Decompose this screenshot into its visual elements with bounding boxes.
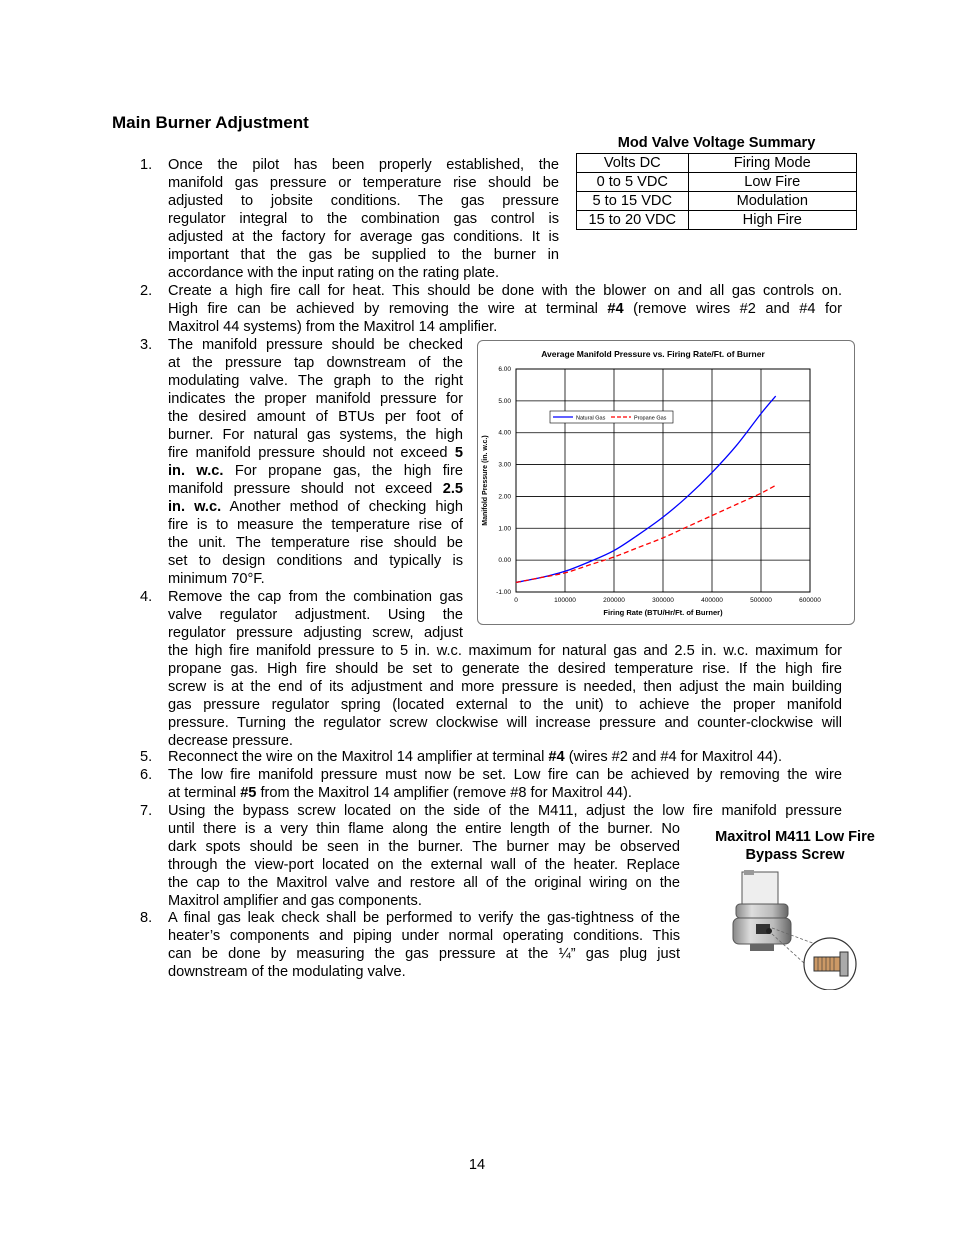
text-line: the high fire manifold pressure to 5 in. w.c. maximum for natural gas and 2.5 in. w.c. maximum for bbox=[168, 643, 842, 659]
text-line: set to design conditions and typically is bbox=[168, 553, 463, 569]
text-line: decrease pressure. bbox=[168, 733, 293, 749]
text-line: Create a high fire call for heat. This should be done with the blower on and all gas controls on. bbox=[168, 283, 842, 299]
y-tick-label: 0.00 bbox=[498, 557, 511, 565]
text-line: modulating valve. The graph to the right bbox=[168, 373, 463, 389]
text-line: downstream of the modulating valve. bbox=[168, 964, 406, 980]
text-line bbox=[168, 444, 463, 462]
text-span: fire manifold pressure should not exceed bbox=[168, 445, 455, 461]
text-span: from the Maxitrol 14 amplifier (remove #8 for Maxitrol 44). bbox=[256, 785, 632, 801]
step-number: 5. bbox=[140, 749, 153, 765]
step-number: 2. bbox=[140, 283, 153, 299]
bold-value: 2.5 bbox=[442, 481, 463, 497]
step-number: 6. bbox=[140, 767, 153, 783]
text-line: propane gas. High fire should be set to generate the desired temperature rise. If the high fire bbox=[168, 661, 842, 677]
table-cell: High Fire bbox=[688, 211, 856, 230]
text-line: can be done by measuring the gas pressure at the ¼” gas plug just bbox=[168, 946, 680, 962]
figure-title-line: Bypass Screw bbox=[745, 847, 845, 863]
table-header-row bbox=[577, 154, 857, 173]
table-header-cell: Volts DC bbox=[577, 154, 689, 173]
text-span: Another method of checking high bbox=[221, 499, 463, 515]
legend-label: Propane Gas bbox=[634, 415, 667, 422]
table-row bbox=[577, 211, 857, 230]
y-tick-label: 5.00 bbox=[498, 397, 511, 405]
bold-value: in. w.c. bbox=[168, 499, 222, 515]
maxitrol-valve-illustration bbox=[730, 868, 860, 990]
text-line: gas pressure regulator spring (located external to the unit) to achieve the proper manifold bbox=[168, 697, 842, 713]
step-2-text bbox=[168, 282, 842, 336]
table-cell: 15 to 20 VDC bbox=[577, 211, 689, 230]
text-line: manifold gas pressure or temperature rise should be bbox=[168, 175, 559, 191]
text-line bbox=[168, 480, 463, 498]
terminal-label: #4 bbox=[607, 301, 624, 317]
x-tick-label: 300000 bbox=[652, 597, 674, 604]
text-line: A final gas leak check shall be performed to verify the gas-tightness of the bbox=[168, 910, 680, 926]
text-line: indicates the proper manifold pressure for bbox=[168, 391, 463, 407]
text-line: at the pressure tap downstream of the bbox=[168, 355, 463, 371]
y-tick-label: 6.00 bbox=[498, 366, 511, 373]
y-tick-label: 4.00 bbox=[498, 429, 511, 437]
text-span: (wires #2 and #4 for Maxitrol 44). bbox=[564, 749, 783, 765]
text-line: Once the pilot has been properly established, the bbox=[168, 157, 559, 173]
x-tick-label: 0 bbox=[514, 597, 518, 604]
step-4-text-top bbox=[168, 588, 463, 642]
text-span: (remove wires #2 and #4 for bbox=[623, 301, 842, 317]
text-line: burner. For natural gas systems, the high bbox=[168, 427, 463, 443]
table-cell: 0 to 5 VDC bbox=[577, 173, 689, 192]
text-span: manifold pressure should not exceed bbox=[168, 481, 443, 497]
pressure-chart bbox=[477, 340, 855, 625]
chart-svg bbox=[478, 341, 854, 624]
text-line bbox=[168, 784, 842, 802]
table-row bbox=[577, 192, 857, 211]
text-line: dark spots should be seen in the burner. The burner may be observed bbox=[168, 839, 680, 855]
text-line: Maxitrol amplifier and gas components. bbox=[168, 893, 422, 909]
y-tick-label: 1.00 bbox=[498, 525, 511, 533]
x-tick-label: 200000 bbox=[603, 597, 625, 604]
text-line: adjusted at the factory for average gas conditions. It is bbox=[168, 229, 559, 245]
text-line: regulator pressure adjusting screw, adjust bbox=[168, 625, 463, 641]
step-7-text-bottom bbox=[168, 820, 680, 910]
text-line: Maxitrol 44 systems) from the Maxitrol 14 amplifier. bbox=[168, 319, 498, 335]
text-span: Reconnect the wire on the Maxitrol 14 amplifier at terminal bbox=[168, 749, 549, 765]
x-tick-label: 600000 bbox=[799, 597, 821, 604]
figure-title-line: Maxitrol M411 Low Fire bbox=[715, 829, 875, 845]
step-1-text bbox=[168, 156, 559, 282]
text-line: regulator integral to the combination gas control is bbox=[168, 211, 559, 227]
step-number: 8. bbox=[140, 910, 153, 926]
voltage-summary-table bbox=[576, 153, 857, 230]
text-line: screw is at the end of its adjustment and more pressure is needed, then adjust the main building bbox=[168, 679, 842, 695]
bold-value: in. w.c. bbox=[168, 463, 224, 479]
text-line: heater’s components and piping under normal operating conditions. This bbox=[168, 928, 680, 944]
text-line: the unit. The temperature rise should be bbox=[168, 535, 463, 551]
table-cell: 5 to 15 VDC bbox=[577, 192, 689, 211]
text-line: important that the gas be supplied to the burner in bbox=[168, 247, 559, 263]
step-6-text bbox=[168, 766, 842, 802]
y-tick-label: -1.00 bbox=[496, 589, 511, 596]
text-span: High fire can be achieved by removing the wire at terminal bbox=[168, 301, 608, 317]
step-number: 1. bbox=[140, 157, 153, 173]
text-line: accordance with the input rating on the rating plate. bbox=[168, 265, 500, 281]
text-line: The manifold pressure should be checked bbox=[168, 337, 463, 353]
x-tick-label: 100000 bbox=[554, 597, 576, 604]
terminal-label: #5 bbox=[240, 785, 257, 801]
text-line: the cap to the Maxitrol valve and restore all of the original wiring on the bbox=[168, 875, 680, 891]
text-line: valve regulator adjustment. Using the bbox=[168, 607, 463, 623]
text-line: through the view-port located on the external wall of the heater. Replace bbox=[168, 857, 680, 873]
step-5-text bbox=[168, 748, 842, 766]
step-number: 4. bbox=[140, 589, 153, 605]
text-span: For propane gas, the high fire bbox=[223, 463, 463, 479]
table-row bbox=[577, 173, 857, 192]
x-tick-label: 500000 bbox=[750, 597, 772, 604]
text-line: pressure. Turning the regulator screw clockwise will increase pressure and counter-clockwise will bbox=[168, 715, 842, 731]
step-8-text bbox=[168, 909, 680, 981]
text-line: Using the bypass screw located on the side of the M411, adjust the low fire manifold pressure bbox=[168, 803, 842, 819]
x-axis-label: Firing Rate (BTU/Hr/Ft. of Burner) bbox=[603, 608, 723, 617]
text-line bbox=[168, 498, 463, 516]
text-span: at terminal bbox=[168, 785, 241, 801]
y-tick-label: 2.00 bbox=[498, 493, 511, 501]
table-cell: Low Fire bbox=[688, 173, 856, 192]
text-line: Remove the cap from the combination gas bbox=[168, 589, 463, 605]
page-number: 14 bbox=[468, 1157, 486, 1173]
step-number: 3. bbox=[140, 337, 153, 353]
table-title: Mod Valve Voltage Summary bbox=[617, 135, 816, 151]
step-4-text-bottom bbox=[168, 642, 842, 750]
step-3-text bbox=[168, 336, 463, 588]
terminal-label: #4 bbox=[548, 749, 565, 765]
x-tick-label: 400000 bbox=[701, 597, 723, 604]
section-heading: Main Burner Adjustment bbox=[112, 113, 309, 132]
step-7-text-top bbox=[168, 802, 842, 820]
table-header-cell: Firing Mode bbox=[688, 154, 856, 173]
text-line: until there is a very thin flame along the entire length of the burner. No bbox=[168, 821, 680, 837]
text-line: adjusted to jobsite conditions. The gas pressure bbox=[168, 193, 559, 209]
text-line: the desired amount of BTUs per foot of bbox=[168, 409, 463, 425]
figure-caption bbox=[700, 828, 890, 864]
text-line bbox=[168, 462, 463, 480]
y-tick-label: 3.00 bbox=[498, 461, 511, 469]
chart-title: Average Manifold Pressure vs. Firing Rate/Ft. of Burner bbox=[541, 349, 765, 359]
table-cell: Modulation bbox=[688, 192, 856, 211]
y-axis-label: Manifold Pressure (in. w.c.) bbox=[482, 435, 489, 526]
bold-value: 5 bbox=[454, 445, 463, 461]
text-line: The low fire manifold pressure must now be set. Low fire can be achieved by removing the wire bbox=[168, 767, 842, 783]
text-line bbox=[168, 748, 842, 766]
legend-label: Natural Gas bbox=[576, 415, 606, 422]
text-line: minimum 70°F. bbox=[168, 571, 265, 587]
text-line bbox=[168, 300, 842, 318]
step-number: 7. bbox=[140, 803, 153, 819]
text-line: fire is to measure the temperature rise of bbox=[168, 517, 463, 533]
